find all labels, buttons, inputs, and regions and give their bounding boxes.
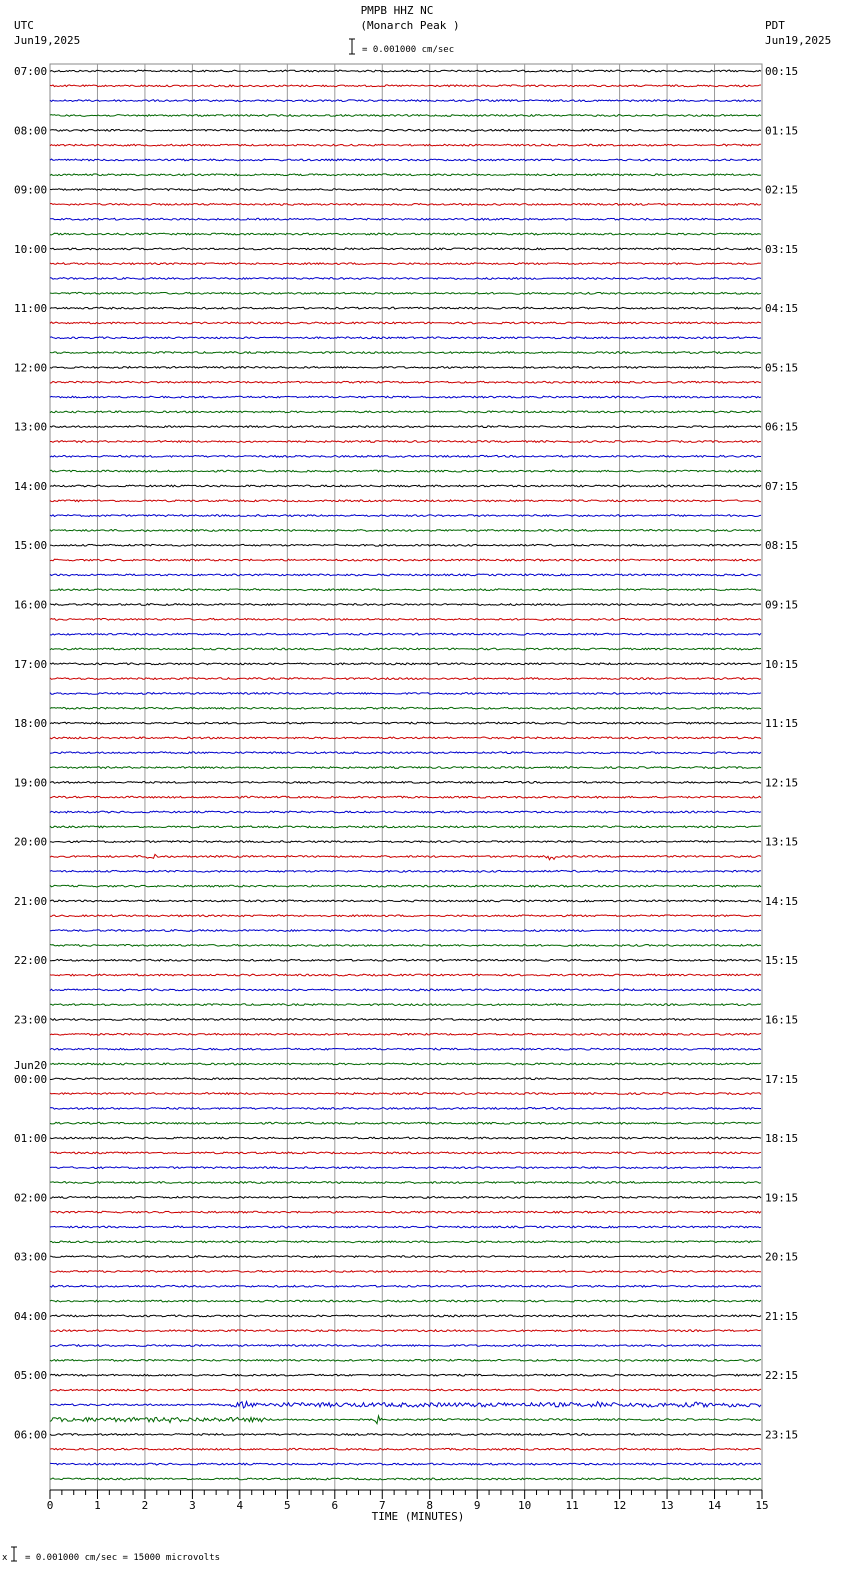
seismic-trace bbox=[50, 1226, 761, 1228]
pdt-hour-label: 19:15 bbox=[765, 1191, 799, 1205]
utc-hour-label: 01:00 bbox=[14, 1132, 48, 1145]
x-tick-label: 8 bbox=[426, 1499, 434, 1512]
seismic-trace bbox=[50, 589, 761, 591]
pdt-hour-label: 11:15 bbox=[765, 717, 799, 731]
x-tick-label: 9 bbox=[473, 1499, 481, 1512]
seismic-trace bbox=[50, 648, 761, 650]
seismic-trace bbox=[50, 1345, 761, 1347]
x-tick-label: 4 bbox=[236, 1499, 244, 1512]
seismic-trace bbox=[50, 1271, 761, 1273]
left-date-label: Jun19,2025 bbox=[14, 34, 81, 47]
seismic-trace bbox=[50, 915, 761, 917]
seismic-trace bbox=[50, 292, 761, 294]
utc-hour-label: 02:00 bbox=[14, 1191, 48, 1205]
left-timezone-label: UTC bbox=[14, 19, 34, 32]
pdt-hour-label: 02:15 bbox=[765, 183, 799, 197]
seismic-trace bbox=[50, 1330, 761, 1332]
seismic-trace bbox=[50, 159, 761, 161]
seismic-trace bbox=[50, 678, 761, 680]
seismic-trace bbox=[50, 307, 761, 309]
seismic-trace bbox=[50, 1122, 761, 1124]
seismic-trace bbox=[50, 1048, 761, 1050]
footer bbox=[2, 1547, 220, 1563]
seismic-trace bbox=[50, 263, 761, 265]
x-tick-label: 6 bbox=[331, 1499, 339, 1512]
seismic-trace bbox=[50, 1389, 761, 1391]
seismic-trace bbox=[50, 426, 761, 428]
seismic-trace bbox=[50, 144, 761, 146]
x-axis bbox=[47, 1490, 769, 1512]
seismic-trace bbox=[50, 1374, 761, 1376]
utc-hour-label: 19:00 bbox=[14, 776, 48, 790]
seismic-trace bbox=[50, 1478, 761, 1480]
x-tick-label: 0 bbox=[46, 1499, 54, 1512]
station-title: PMPB HHZ NC bbox=[360, 4, 434, 17]
utc-hour-label: 00:00 bbox=[14, 1072, 48, 1086]
pdt-hour-label: 06:15 bbox=[765, 420, 799, 434]
x-tick-label: 11 bbox=[565, 1499, 579, 1512]
utc-hour-label: 23:00 bbox=[14, 1013, 48, 1027]
seismic-trace bbox=[50, 1004, 761, 1006]
utc-hour-label: 04:00 bbox=[14, 1309, 48, 1323]
seismic-trace bbox=[50, 337, 761, 339]
seismic-trace bbox=[50, 1448, 761, 1450]
seismic-trace bbox=[50, 618, 761, 620]
footer-mark: x bbox=[2, 1553, 8, 1563]
x-axis-label: TIME (MINUTES) bbox=[371, 1510, 465, 1523]
pdt-hour-label: 14:15 bbox=[765, 894, 799, 908]
utc-hour-label: 21:00 bbox=[14, 894, 48, 908]
seismic-trace bbox=[50, 189, 761, 191]
seismic-trace bbox=[50, 530, 761, 532]
seismic-trace bbox=[50, 1167, 761, 1169]
seismic-trace bbox=[50, 411, 761, 413]
utc-hour-label: 22:00 bbox=[14, 954, 48, 968]
utc-hour-label: 03:00 bbox=[14, 1250, 48, 1264]
seismic-trace bbox=[50, 722, 761, 724]
x-tick-label: 12 bbox=[612, 1499, 627, 1512]
utc-hour-label: 13:00 bbox=[14, 420, 48, 434]
seismic-trace bbox=[50, 218, 761, 220]
pdt-hour-label: 05:15 bbox=[765, 361, 799, 375]
seismic-trace bbox=[50, 930, 761, 932]
utc-hour-label: 18:00 bbox=[14, 717, 48, 731]
site-subtitle: (Monarch Peak ) bbox=[360, 19, 460, 32]
seismic-trace bbox=[50, 811, 761, 813]
x-tick-label: 13 bbox=[660, 1499, 674, 1512]
pdt-hour-label: 01:15 bbox=[765, 124, 799, 138]
seismic-trace bbox=[50, 737, 761, 739]
seismic-trace bbox=[50, 1108, 761, 1110]
seismic-trace bbox=[50, 174, 761, 176]
right-date-label: Jun19,2025 bbox=[765, 34, 832, 47]
seismic-trace bbox=[50, 767, 761, 769]
seismic-trace bbox=[50, 204, 761, 206]
seismic-trace bbox=[50, 1359, 761, 1361]
footer-scale-bar-icon bbox=[11, 1547, 17, 1561]
pdt-hour-label: 18:15 bbox=[765, 1132, 799, 1145]
seismic-trace bbox=[50, 945, 761, 947]
scale-bar-icon bbox=[349, 39, 355, 54]
seismic-trace bbox=[50, 826, 761, 828]
pdt-hour-label: 00:15 bbox=[765, 65, 799, 78]
seismic-trace bbox=[50, 455, 761, 457]
x-tick-label: 5 bbox=[284, 1499, 291, 1512]
seismic-trace bbox=[50, 129, 761, 131]
seismic-trace bbox=[50, 485, 761, 487]
right-timezone-label: PDT bbox=[765, 19, 785, 32]
seismic-trace bbox=[50, 1434, 761, 1436]
pdt-hour-label: 20:15 bbox=[765, 1250, 799, 1264]
utc-hour-label: 10:00 bbox=[14, 242, 48, 256]
pdt-hour-label: 10:15 bbox=[765, 657, 799, 671]
pdt-hour-label: 03:15 bbox=[765, 242, 799, 256]
x-tick-label: 7 bbox=[378, 1499, 386, 1512]
seismic-trace bbox=[50, 322, 761, 324]
seismic-trace bbox=[50, 381, 761, 383]
seismic-trace bbox=[50, 115, 761, 117]
seismic-trace bbox=[50, 441, 761, 443]
seismic-trace bbox=[50, 559, 761, 561]
seismic-trace bbox=[50, 515, 761, 517]
seismic-trace bbox=[50, 1137, 761, 1139]
seismic-trace bbox=[50, 707, 761, 709]
utc-hour-label: 15:00 bbox=[14, 539, 48, 553]
seismic-trace bbox=[50, 85, 761, 87]
pdt-hour-label: 15:15 bbox=[765, 954, 799, 968]
pdt-hour-label: 04:15 bbox=[765, 302, 799, 316]
seismic-trace bbox=[50, 870, 761, 872]
utc-hour-label: 14:00 bbox=[14, 480, 48, 493]
seismic-trace bbox=[50, 900, 761, 902]
pdt-hour-label: 07:15 bbox=[765, 480, 799, 493]
seismic-trace bbox=[50, 1019, 761, 1021]
x-tick-label: 2 bbox=[141, 1499, 149, 1512]
utc-hour-label: 09:00 bbox=[14, 183, 48, 197]
seismic-trace bbox=[50, 796, 761, 798]
seismic-trace bbox=[50, 1315, 761, 1317]
seismic-trace bbox=[50, 633, 761, 635]
seismic-trace bbox=[50, 500, 761, 502]
seismic-trace bbox=[50, 1152, 761, 1154]
x-tick-label: 1 bbox=[94, 1499, 101, 1512]
pdt-hour-label: 22:15 bbox=[765, 1369, 799, 1383]
seismic-trace bbox=[50, 233, 761, 235]
seismic-trace bbox=[50, 544, 761, 546]
seismic-trace bbox=[50, 1078, 761, 1080]
seismic-trace bbox=[50, 782, 761, 784]
pdt-hour-label: 23:15 bbox=[765, 1428, 799, 1442]
seismic-trace bbox=[50, 1463, 761, 1465]
seismic-trace bbox=[50, 1241, 761, 1243]
seismic-trace bbox=[50, 663, 761, 665]
seismic-trace bbox=[50, 1033, 761, 1035]
seismic-trace bbox=[50, 1063, 761, 1065]
seismic-trace bbox=[50, 959, 761, 961]
pdt-hour-label: 08:15 bbox=[765, 539, 799, 553]
x-tick-label: 3 bbox=[189, 1499, 196, 1512]
seismic-trace bbox=[50, 1182, 761, 1184]
seismic-trace bbox=[50, 396, 761, 398]
utc-hour-label: 06:00 bbox=[14, 1428, 48, 1442]
seismic-trace bbox=[50, 1256, 761, 1258]
seismic-trace bbox=[50, 854, 761, 859]
x-tick-label: 10 bbox=[518, 1499, 532, 1512]
pdt-hour-label: 21:15 bbox=[765, 1309, 799, 1323]
utc-hour-label: 16:00 bbox=[14, 598, 48, 612]
pdt-hour-label: 12:15 bbox=[765, 776, 799, 790]
seismic-trace bbox=[50, 693, 761, 695]
trace-group bbox=[50, 70, 761, 1480]
seismic-trace bbox=[50, 278, 761, 280]
seismic-trace bbox=[50, 1196, 761, 1198]
seismic-trace bbox=[50, 604, 761, 606]
utc-hour-label: 20:00 bbox=[14, 835, 48, 849]
seismic-trace bbox=[50, 974, 761, 976]
seismic-trace bbox=[50, 367, 761, 369]
pdt-hour-label: 13:15 bbox=[765, 835, 799, 849]
pdt-hour-labels bbox=[765, 65, 798, 1441]
seismic-trace bbox=[50, 1211, 761, 1213]
x-tick-label: 15 bbox=[755, 1499, 769, 1512]
utc-hour-label: 08:00 bbox=[14, 124, 48, 138]
scale-text: = 0.001000 cm/sec bbox=[362, 45, 455, 55]
seismic-trace bbox=[50, 70, 761, 72]
utc-hour-label: 05:00 bbox=[14, 1369, 48, 1383]
utc-hour-label: 12:00 bbox=[14, 361, 48, 375]
utc-hour-label: 11:00 bbox=[14, 302, 48, 316]
seismic-trace bbox=[50, 841, 761, 843]
seismic-trace bbox=[50, 470, 761, 472]
seismic-trace bbox=[50, 1402, 761, 1409]
pdt-hour-label: 09:15 bbox=[765, 598, 799, 612]
x-tick-label: 14 bbox=[707, 1499, 722, 1512]
utc-hour-labels bbox=[14, 65, 47, 1441]
seismic-trace bbox=[50, 352, 761, 354]
pdt-hour-label: 16:15 bbox=[765, 1013, 799, 1027]
seismic-trace bbox=[50, 752, 761, 754]
seismic-trace bbox=[50, 989, 761, 991]
footer-scale-text: = 0.001000 cm/sec = 15000 microvolts bbox=[25, 1553, 221, 1563]
seismic-trace bbox=[50, 574, 761, 576]
utc-hour-label: 07:00 bbox=[14, 65, 48, 78]
seismic-trace bbox=[50, 885, 761, 887]
pdt-hour-label: 17:15 bbox=[765, 1072, 799, 1086]
seismic-trace bbox=[50, 1285, 761, 1287]
seismic-trace bbox=[50, 100, 761, 102]
seismic-trace bbox=[50, 1300, 761, 1302]
seismic-trace bbox=[50, 1093, 761, 1095]
seismic-trace bbox=[50, 248, 761, 250]
utc-hour-label: 17:00 bbox=[14, 657, 48, 671]
header bbox=[14, 4, 831, 55]
day-change-label: Jun20 bbox=[14, 1058, 48, 1072]
seismic-trace bbox=[50, 1416, 761, 1424]
